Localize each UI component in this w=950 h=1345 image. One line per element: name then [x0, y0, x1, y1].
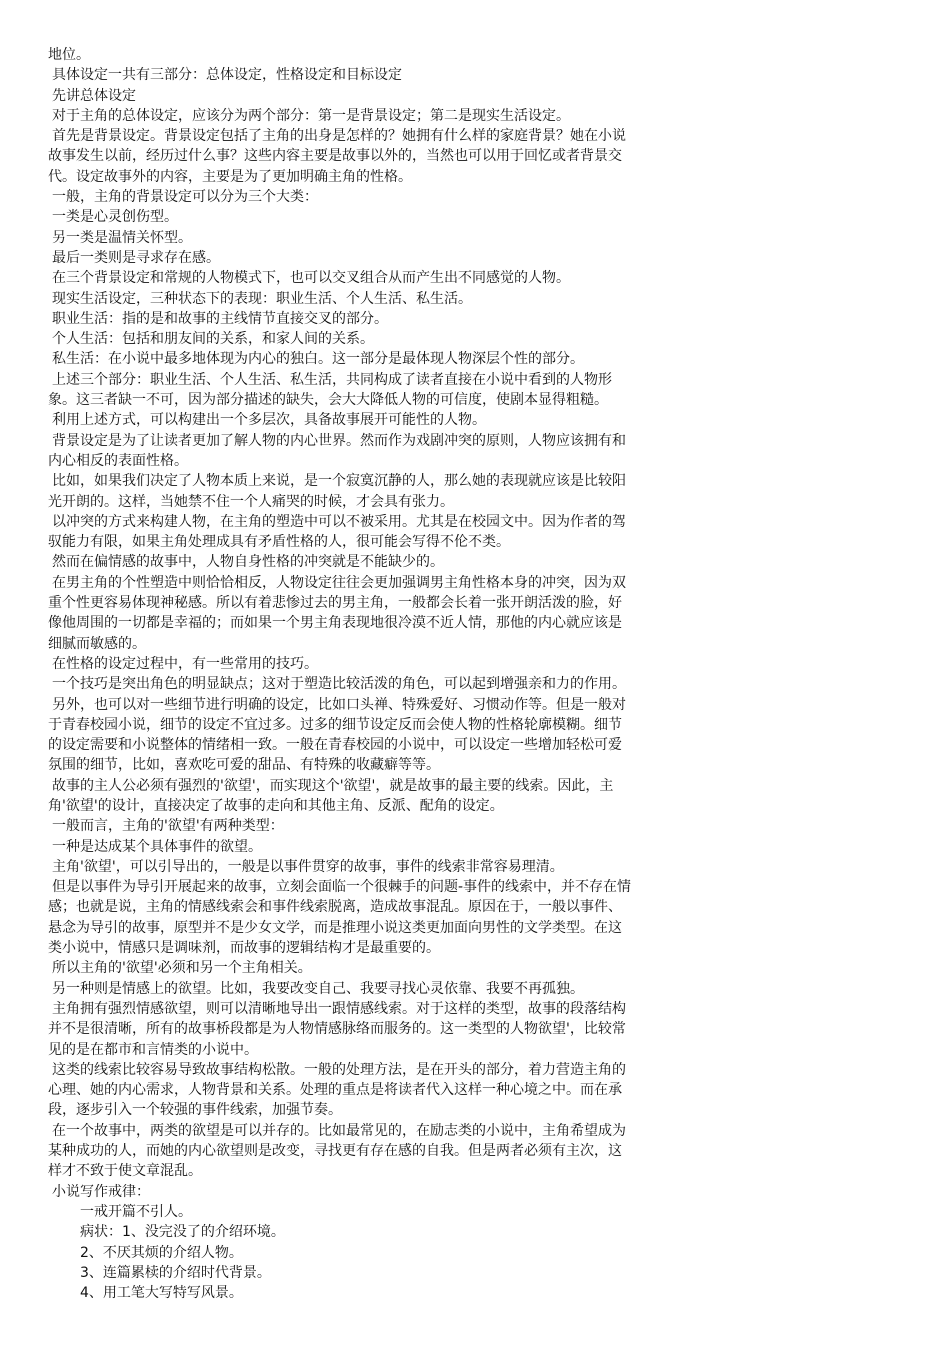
- text-line: 类小说中，情感只是调味剂，而故事的逻辑结构才是最重要的。: [48, 940, 440, 957]
- text-line: 内心相反的表面性格。: [48, 452, 188, 469]
- text-line: 故事的主人公必须有强烈的'欲望'，而实现这个'欲望'，就是故事的最主要的线索。因此，主: [52, 777, 614, 794]
- text-line: 对于主角的总体设定，应该分为两个部分：第一是背景设定；第二是现实生活设定。: [52, 107, 570, 124]
- text-line: 所以主角的'欲望'必须和另一个主角相关。: [52, 960, 312, 977]
- text-line: 一种是达成某个具体事件的欲望。: [52, 838, 262, 855]
- text-line: 样才不致于使文章混乱。: [48, 1163, 202, 1180]
- text-line: 一戒开篇不引人。: [80, 1203, 192, 1220]
- text-line: 在男主角的个性塑造中则恰恰相反，人物设定往往会更加强调男主角性格本身的冲突，因为双: [52, 574, 626, 591]
- text-line: 见的是在都市和言情类的小说中。: [48, 1041, 258, 1058]
- text-line: 3、连篇累椟的介绍时代背景。: [80, 1264, 271, 1281]
- text-line: 代。设定故事外的内容，主要是为了更加明确主角的性格。: [48, 168, 412, 185]
- text-line: 某种成功的人，而她的内心欲望则是改变，寻找更有存在感的自我。但是两者必须有主次，这: [48, 1143, 622, 1160]
- text-line: 私生活：在小说中最多地体现为内心的独白。这一部分是最体现人物深层个性的部分。: [52, 351, 584, 368]
- text-line: 利用上述方式，可以构建出一个多层次，具备故事展开可能性的人物。: [52, 412, 486, 429]
- text-line: 主角'欲望'，可以引导出的，一般是以事件贯穿的故事，事件的线索非常容易理清。: [52, 858, 564, 875]
- text-line: 但是以事件为导引开展起来的故事，立刻会面临一个很棘手的问题-事件的线索中，并不存在情: [52, 879, 632, 896]
- text-line: 小说写作戒律：: [52, 1183, 150, 1200]
- text-line: 的设定需要和小说整体的情绪相一致。一般在青春校园的小说中，可以设定一些增加轻松可爱: [48, 737, 622, 754]
- text-line: 一类是心灵创伤型。: [52, 209, 178, 226]
- text-line: 并不是很清晰，所有的故事桥段都是为人物情感脉络而服务的。这一类型的人物欲望'，比较常: [48, 1021, 626, 1038]
- text-line: 角'欲望'的设计，直接决定了故事的走向和其他主角、反派、配角的设定。: [48, 797, 504, 814]
- text-line: 心理、她的内心需求，人物背景和关系。处理的重点是将读者代入这样一种心境之中。而在承: [48, 1082, 622, 1099]
- text-line: 光开朗的。这样，当她禁不住一个人痛哭的时候，才会具有张力。: [48, 493, 454, 510]
- text-line: 4、用工笔大写特写风景。: [80, 1285, 243, 1302]
- text-line: 象。这三者缺一不可，因为部分描述的缺失，会大大降低人物的可信度，使剧本显得粗糙。: [48, 392, 608, 409]
- text-line: 具体设定一共有三部分：总体设定，性格设定和目标设定: [52, 67, 402, 84]
- text-line: 氛围的细节，比如，喜欢吃可爱的甜品、有特殊的收藏癖等等。: [48, 757, 440, 774]
- text-line: 比如，如果我们决定了人物本质上来说，是一个寂寞沉静的人，那么她的表现就应该是比较阳: [52, 473, 626, 490]
- text-line: 像他周围的一切都是幸福的；而如果一个男主角表现地很冷漠不近人情，那他的内心就应该是: [48, 615, 622, 632]
- text-line: 最后一类则是寻求存在感。: [52, 249, 220, 266]
- text-line: 一般，主角的背景设定可以分为三个大类：: [52, 189, 318, 206]
- text-line: 感；也就是说，主角的情感线索会和事件线索脱离，造成故事混乱。原因在于，一般以事件、: [48, 899, 622, 916]
- text-line: 悬念为导引的故事，原型并不是少女文学，而是推理小说这类更加面向男性的文学类型。在这: [48, 919, 622, 936]
- text-line: 以冲突的方式来构建人物，在主角的塑造中可以不被采用。尤其是在校园文中。因为作者的驾: [52, 513, 626, 530]
- text-line: 然而在偏情感的故事中，人物自身性格的冲突就是不能缺少的。: [52, 554, 444, 571]
- text-line: 现实生活设定，三种状态下的表现：职业生活、个人生活、私生活。: [52, 290, 472, 307]
- text-line: 细腻而敏感的。: [48, 635, 146, 652]
- text-line: 先讲总体设定: [52, 87, 136, 104]
- text-line: 职业生活：指的是和故事的主线情节直接交叉的部分。: [52, 310, 388, 327]
- document-body: [48, 45, 908, 1303]
- text-line: 于青春校园小说，细节的设定不宜过多。过多的细节设定反而会使人物的性格轮廓模糊。细节: [48, 716, 622, 733]
- text-line: 一般而言，主角的'欲望'有两种类型：: [52, 818, 284, 835]
- text-line: 首先是背景设定。背景设定包括了主角的出身是怎样的？她拥有什么样的家庭背景？她在小说: [52, 128, 626, 145]
- text-line: 个人生活：包括和朋友间的关系，和家人间的关系。: [52, 331, 374, 348]
- text-line: 重个性更容易体现神秘感。所以有着悲惨过去的男主角，一般都会长着一张开朗活泼的脸，好: [48, 595, 622, 612]
- text-line: 另一类是温情关怀型。: [52, 229, 192, 246]
- text-line: 在三个背景设定和常规的人物模式下，也可以交叉组合从而产生出不同感觉的人物。: [52, 270, 570, 287]
- text-line: 在一个故事中，两类的欲望是可以并存的。比如最常见的，在励志类的小说中，主角希望成为: [52, 1122, 626, 1139]
- text-line: 故事发生以前，经历过什么事？这些内容主要是故事以外的，当然也可以用于回忆或者背景交: [48, 148, 622, 165]
- text-line: 上述三个部分：职业生活、个人生活、私生活，共同构成了读者直接在小说中看到的人物形: [52, 371, 612, 388]
- text-line: 另外，也可以对一些细节进行明确的设定，比如口头禅、特殊爱好、习惯动作等。但是一般对: [52, 696, 626, 713]
- text-line: 驭能力有限，如果主角处理成具有矛盾性格的人，很可能会写得不伦不类。: [48, 534, 510, 551]
- text-line: 在性格的设定过程中，有一些常用的技巧。: [52, 655, 318, 672]
- text-line: 病状：1、没完没了的介绍环境。: [80, 1224, 285, 1241]
- text-line: 背景设定是为了让读者更加了解人物的内心世界。然而作为戏剧冲突的原则，人物应该拥有和: [52, 432, 626, 449]
- text-line: 段，逐步引入一个较强的事件线索，加强节奏。: [48, 1102, 342, 1119]
- text-line: 另一种则是情感上的欲望。比如，我要改变自己、我要寻找心灵依靠、我要不再孤独。: [52, 980, 584, 997]
- text-line: 这类的线索比较容易导致故事结构松散。一般的处理方法，是在开头的部分，着力营造主角的: [52, 1061, 626, 1078]
- text-line: 主角拥有强烈情感欲望，则可以清晰地导出一跟情感线索。对于这样的类型，故事的段落结构: [52, 1000, 626, 1017]
- text-line: 地位。: [48, 47, 90, 63]
- text-line: 2、不厌其烦的介绍人物。: [80, 1244, 243, 1261]
- text-line: 一个技巧是突出角色的明显缺点；这对于塑造比较活泼的角色，可以起到增强亲和力的作用。: [52, 676, 626, 693]
